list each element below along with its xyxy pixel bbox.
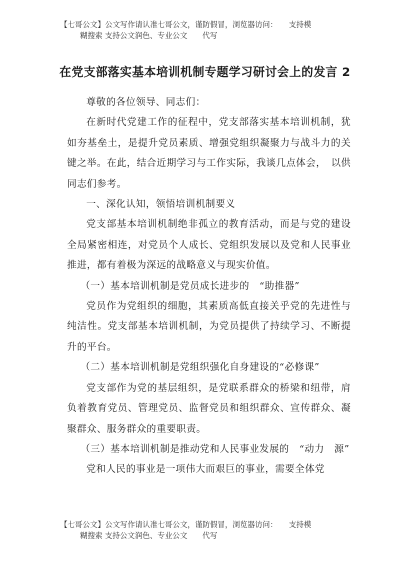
- header-note-line-2: 糊搜索 支持公文润色、专业公文 代写: [80, 31, 218, 40]
- document-body: [67, 93, 351, 481]
- subsection-heading: （一）基本培训机制是党员成长进步的 “助推器”: [80, 280, 300, 292]
- footer-note-line-2: 糊搜索 支持公文润色、专业公文 代写: [80, 531, 218, 540]
- body-paragraph: 党和人民的事业是一项伟大而艰巨的事业，需要全体党: [86, 464, 325, 476]
- body-paragraph: 党员作为党组织的细胞，其素质高低直接关乎党的先进性与纯洁性。党支部基本培训机制，为党员提供了持续学习、不断提升的平台。: [67, 301, 351, 353]
- salutation: 尊敬的各位领导、同志们：: [86, 97, 206, 108]
- subsection-heading: （二）基本培训机制是党组织强化自身建设的“必修课”: [80, 362, 320, 374]
- body-paragraph: 党支部作为党的基层组织，是党联系群众的桥梁和纽带，肩负着教育党员、管理党员、监督党员和组织群众、宣传群众、凝聚群众、服务群众的重要职责。: [67, 382, 351, 435]
- subsection-heading: （三）基本培训机制是推动党和人民事业发展的 “动力 源”: [80, 443, 350, 455]
- header-note-line-1: 【七哥公文】公文写作请认准七哥公文，谨防假冒，浏览器访问： 支持模: [60, 20, 312, 29]
- footer-note-line-1: 【七哥公文】公文写作请认准七哥公文，谨防假冒，浏览器访问： 支持模: [60, 520, 312, 529]
- footer-watermark-note: [60, 519, 360, 541]
- body-paragraph: 党支部基本培训机制绝非孤立的教育活动，而是与党的建设全局紧密相连，对党员个人成长、党组织发展以及党和人民事业推进，都有着极为深远的战略意义与现实价值。: [67, 219, 351, 272]
- section-heading: 一、深化认知，领悟培训机制要义: [86, 199, 236, 211]
- body-paragraph: 在新时代党建工作的征程中，党支部落实基本培训机制，犹如夯基垒土，是提升党员素质、增强党组织凝聚力与战斗力的关键之举。在此，结合近期学习与工作实际，我谈几点体会， 以供同志们参考。: [67, 117, 351, 190]
- document-title: 在党支部落实基本培训机制专题学习研讨会上的发言 2: [59, 65, 351, 79]
- header-watermark-note: [60, 19, 360, 41]
